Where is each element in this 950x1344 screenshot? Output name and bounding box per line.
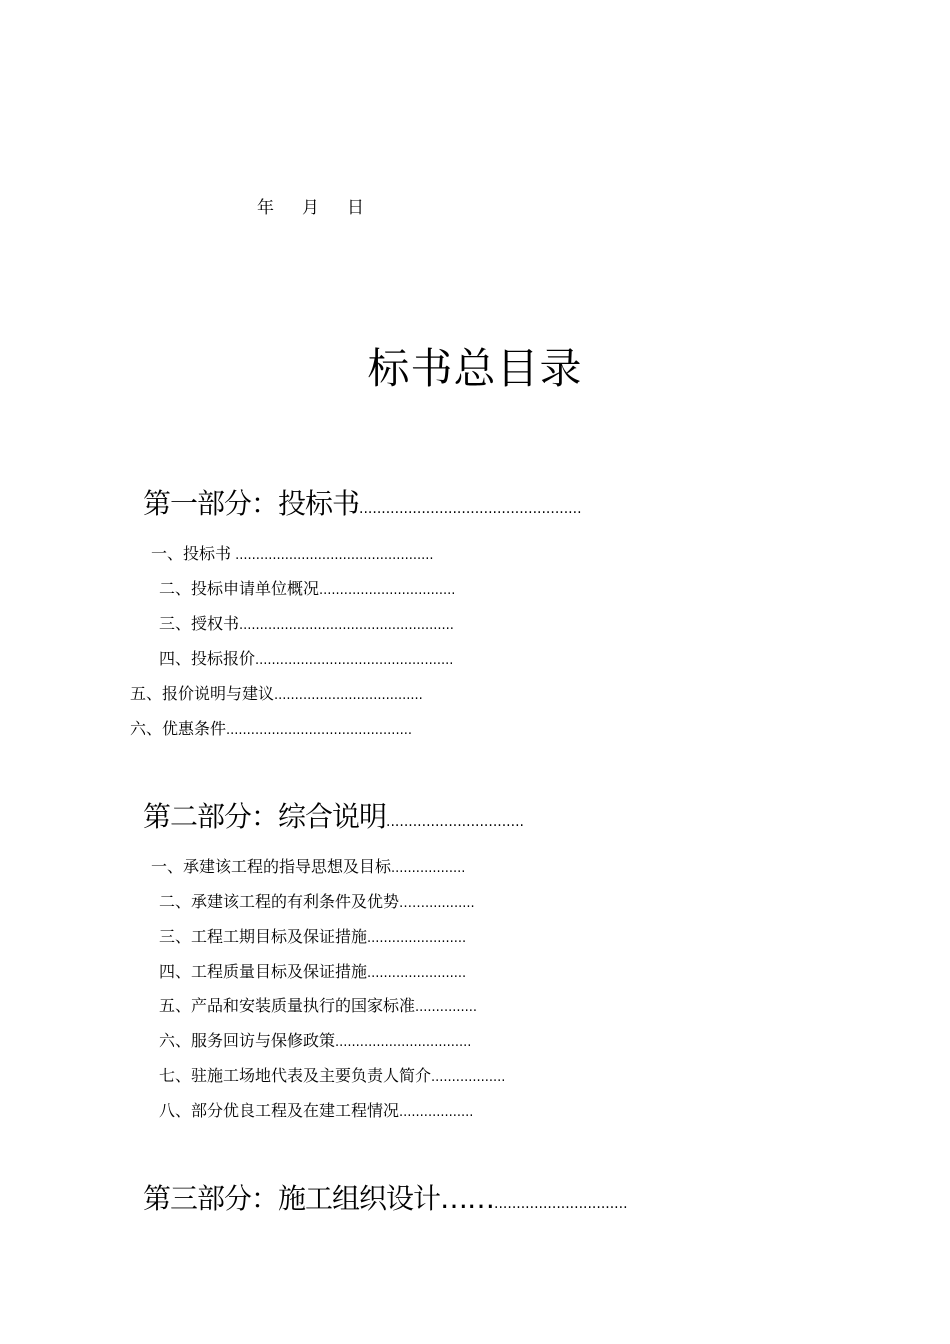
leader-dots: ............................................. <box>226 723 412 738</box>
toc-item-label: 一、承建该工程的指导思想及目标 <box>151 857 392 876</box>
toc-item-label: 三、授权书 <box>159 614 240 633</box>
toc-item <box>159 993 477 1016</box>
date-day: 日 <box>347 198 364 218</box>
leader-dots: ............................... <box>386 814 524 830</box>
part-heading-text: 第一部分：投标书 <box>143 487 360 520</box>
toc-item <box>159 1028 471 1051</box>
toc-item-label: 七、驻施工场地代表及主要负责人简介 <box>159 1066 432 1085</box>
toc-item <box>159 611 454 634</box>
toc-item <box>159 959 466 982</box>
toc-item-label: 六、优惠条件 <box>130 719 227 738</box>
toc-item <box>159 646 453 669</box>
toc-item <box>159 889 475 912</box>
toc-item-label: 三、工程工期目标及保证措施 <box>159 927 368 946</box>
leader-dots: .................................................... <box>239 618 454 633</box>
leader-dots: ................................................ <box>255 653 454 668</box>
leader-dots: .................. <box>391 861 466 876</box>
toc-item-label: 四、工程质量目标及保证措施 <box>159 962 368 981</box>
toc-item <box>159 1098 473 1121</box>
toc-item-label: 一、投标书 <box>151 544 232 563</box>
toc-item <box>159 576 455 599</box>
toc-item-label: 五、产品和安装质量执行的国家标准 <box>159 996 416 1015</box>
part-heading <box>143 795 524 835</box>
toc-item-label: 四、投标报价 <box>159 649 256 668</box>
toc-item <box>130 716 412 739</box>
leader-dots: .............................. <box>494 1196 628 1212</box>
toc-item <box>151 854 465 877</box>
date-month: 月 <box>302 198 319 218</box>
leader-dots: ........................ <box>367 966 467 981</box>
part-heading <box>143 1177 628 1217</box>
toc-item <box>159 924 466 947</box>
part-heading <box>143 482 582 522</box>
toc-item-label: 二、投标申请单位概况 <box>159 579 320 598</box>
toc-item-label: 八、部分优良工程及在建工程情况 <box>159 1101 400 1120</box>
leader-dots: .................................................. <box>359 501 582 517</box>
page-title: 标书总目录 <box>367 344 583 393</box>
leader-dots: .................................... <box>274 688 423 703</box>
leader-dots: .................. <box>431 1070 506 1085</box>
leader-dots: ........................ <box>367 931 467 946</box>
leader-dots: ............... <box>415 1000 478 1015</box>
leader-dots: ................................................ <box>231 548 434 563</box>
toc-item-label: 六、服务回访与保修政策 <box>159 1031 336 1050</box>
leader-ellipsis: …… <box>440 1182 495 1215</box>
leader-dots: ……............ <box>399 896 475 911</box>
toc-item <box>130 681 423 704</box>
date-line <box>257 193 364 218</box>
leader-dots: ................................. <box>319 583 456 598</box>
leader-dots: ................................. <box>335 1035 472 1050</box>
toc-item-label: 五、报价说明与建议 <box>130 684 275 703</box>
leader-dots: .................. <box>399 1105 474 1120</box>
date-year: 年 <box>257 198 274 218</box>
toc-item <box>159 1063 505 1086</box>
toc-item <box>151 541 434 564</box>
part-heading-text: 第三部分：施工组织设计 <box>143 1182 441 1215</box>
part-heading-text: 第二部分：综合说明 <box>143 800 387 833</box>
toc-item-label: 二、承建该工程的有利条件及优势 <box>159 892 400 911</box>
